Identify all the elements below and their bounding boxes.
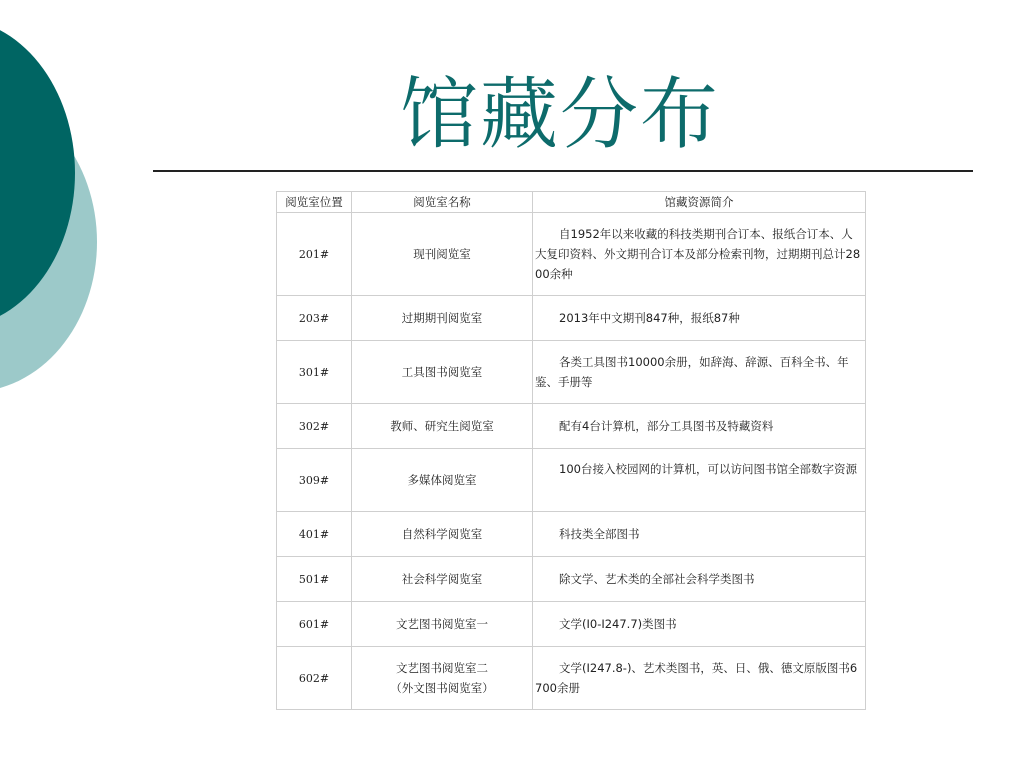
room-name: 文艺图书阅览室一 [352,602,533,647]
room-description: 2013年中文期刊847种，报纸87种 [533,296,866,341]
room-name: 过期期刊阅览室 [352,296,533,341]
table-row [277,296,866,341]
room-location: 301# [277,341,352,404]
room-description: 100台接入校园网的计算机，可以访问图书馆全部数字资源 [533,449,866,512]
room-name-line2: （外文图书阅览室） [390,681,494,695]
room-location: 601# [277,602,352,647]
room-name: 工具图书阅览室 [352,341,533,404]
holdings-table [276,191,866,710]
room-name [352,647,533,710]
table-row [277,602,866,647]
room-name: 教师、研究生阅览室 [352,404,533,449]
table-row [277,341,866,404]
room-location: 602# [277,647,352,710]
room-location: 302# [277,404,352,449]
room-location: 201# [277,213,352,296]
table-row [277,449,866,512]
room-description: 文学(I247.8-)、艺术类图书，英、日、俄、德文原版图书6700余册 [533,647,866,710]
room-location: 203# [277,296,352,341]
table-row [277,213,866,296]
table-row [277,404,866,449]
room-name: 自然科学阅览室 [352,512,533,557]
room-description: 除文学、艺术类的全部社会科学类图书 [533,557,866,602]
header-description: 馆藏资源简介 [533,192,866,213]
room-description: 科技类全部图书 [533,512,866,557]
table-row [277,647,866,710]
header-room-name: 阅览室名称 [352,192,533,213]
room-description: 各类工具图书10000余册，如辞海、辞源、百科全书、年鉴、手册等 [533,341,866,404]
room-name-line1: 文艺图书阅览室二 [396,661,488,675]
room-location: 401# [277,512,352,557]
table-header-row [277,192,866,213]
header-location: 阅览室位置 [277,192,352,213]
table-row [277,512,866,557]
room-description: 文学(I0-I247.7)类图书 [533,602,866,647]
slide-title: 馆藏分布 [399,70,720,160]
room-name: 多媒体阅览室 [352,449,533,512]
room-name: 社会科学阅览室 [352,557,533,602]
table-row [277,557,866,602]
room-location: 501# [277,557,352,602]
room-location: 309# [277,449,352,512]
title-divider [153,170,973,172]
room-description: 自1952年以来收藏的科技类期刊合订本、报纸合订本、人大复印资料、外文期刊合订本及部分检索刊物，过期期刊总计2800余种 [533,213,866,296]
room-name: 现刊阅览室 [352,213,533,296]
room-description: 配有4台计算机，部分工具图书及特藏资料 [533,404,866,449]
